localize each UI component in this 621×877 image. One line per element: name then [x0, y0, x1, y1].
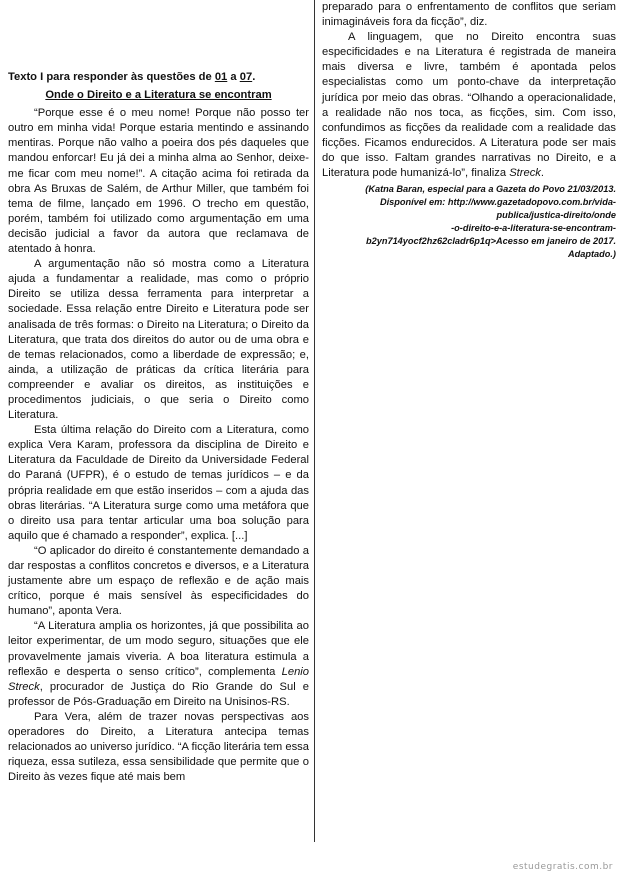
- heading-prefix: Texto I para responder às questões de: [8, 71, 215, 83]
- source-line: b2yn714yocf2hz62cladr6p1q>Acesso em janeiro de 2017.: [366, 236, 616, 247]
- right-column: [322, 0, 616, 261]
- paragraph-7-text-a: A linguagem, que no Direito encontra suas especificidades e na Literatura é registrada de maneira mais diversa e livre, também é apontada pelos especialistas como um ponto-chave da interpretação jurídica por meio das obras. “Olhando a operacionalidade, a realidade não nos toca, as ficções, sim. Com isso, confundimos as ficções da realidade com a realidade das ficções. Ficamos endurecidos. A Literatura pode ser mais do que isso. Faltam grandes narrativas no Direito, e a Literatura pode humanizá-lo”, finaliza: [322, 31, 616, 180]
- heading-question-to: 07: [239, 71, 253, 83]
- column-divider: [314, 0, 315, 842]
- paragraph-5-text-b: , procurador de Justiça do Rio Grande do Sul e professor de Pós-Graduação em Direito na Unisinos-RS.: [8, 680, 309, 708]
- paragraph-5: [8, 619, 309, 710]
- paragraph-3: Esta última relação do Direito com a Literatura, como explica Vera Karam, professora da disciplina de Direito e Literatura da Faculdade de Direito da Universidade Federal do Paraná (UFPR), é o estudo de temas jurídicos – e da própria realidade em que estão inseridos – com a ajuda das obras literárias. “A Literatura surge como uma metáfora que o direito usa para tentar articular uma boa solução para aquilo que é chamado a responder”, explica. [...]: [8, 424, 309, 542]
- left-column: [8, 0, 309, 785]
- heading-question-from: 01: [214, 71, 228, 83]
- article-title: Onde o Direito e a Literatura se encontram: [45, 89, 272, 102]
- source-line: -o-direito-e-a-literatura-se-encontram-: [451, 223, 616, 234]
- paragraph-2: A argumentação não só mostra como a Literatura ajuda a fundamentar a realidade, mas como o próprio Direito se utiliza dessa ferramenta para interpretar a sociedade. Essa relação entre Direito e Literatura pode ser analisada de três formas: o Direito na Literatura; o Direito da Literatura, que trata dos direitos do autor ou de uma obra e de temas relacionados, como a liberdade de expressão; e, ainda, a utilização de práticas da crítica literária para compreender e avaliar os direitos, as instituições e procedimentos judiciais, o que seria o Direito como Literatura.: [8, 258, 309, 422]
- paragraph-4: “O aplicador do direito é constantemente demandado a dar respostas a conflitos concretos e diversos, e a Literatura justamente abre um espaço de reflexão e de ação mais crítico, porque é mais sensível às especificidades do humano”, aponta Vera.: [8, 544, 309, 618]
- paragraph-6: Para Vera, além de trazer novas perspectivas aos operadores do Direito, a Literatura antecipa temas relacionados ao universo jurídico. “A ficção literária tem essa riqueza, essa sutileza, essa sensibilidade que permite que o Direito às vezes fique até mais bem: [8, 710, 309, 784]
- author-name-streck: Streck: [509, 167, 541, 180]
- heading-suffix: .: [252, 71, 256, 83]
- paragraph-6-continuation: preparado para o enfrentamento de conflitos que seriam inimagináveis fora da ficção”, diz.: [322, 1, 616, 29]
- author-name-lenio-streck: Lenio Streck: [8, 665, 309, 693]
- site-watermark: estudegratis.com.br: [512, 862, 613, 872]
- source-line: (Katna Baran, especial para a Gazeta do Povo 21/03/2013.: [365, 184, 616, 195]
- paragraph-5-text-a: “A Literatura amplia os horizontes, já que possibilita ao leitor experimentar, de um modo seguro, situações que ele provavelmente jamais viveria. A boa literatura estimula a reflexão e desperta o senso crítico”, complementa: [8, 620, 309, 678]
- source-line: Disponível em: http://www.gazetadopovo.com.br/vida-: [379, 197, 616, 208]
- heading-middle: a: [227, 71, 240, 83]
- paragraph-7-text-b: .: [540, 167, 545, 180]
- paragraph-7: [322, 30, 616, 181]
- source-citation: [322, 183, 616, 261]
- source-line: publica/justica-direito/onde: [496, 210, 616, 221]
- source-line: Adaptado.): [568, 249, 616, 260]
- section-heading: [8, 70, 309, 85]
- paragraph-1: “Porque esse é o meu nome! Porque não posso ter outro em minha vida! Porque estaria mentindo e assinando mentiras. Porque não valho a poeira dos pés daqueles que mandou enforcar! Eu já dei a minha alma ao Senhor, deixe-me ficar com meu nome!”. A citação acima foi retirada da obra As Bruxas de Salém, de Arthur Miller, que também foi tema de filme, lançado em 1996. O trecho em questão, porém, também foi utilizado como argumentação em uma decisão judicial a favor da autora que reclamava de atentado à honra.: [8, 107, 309, 256]
